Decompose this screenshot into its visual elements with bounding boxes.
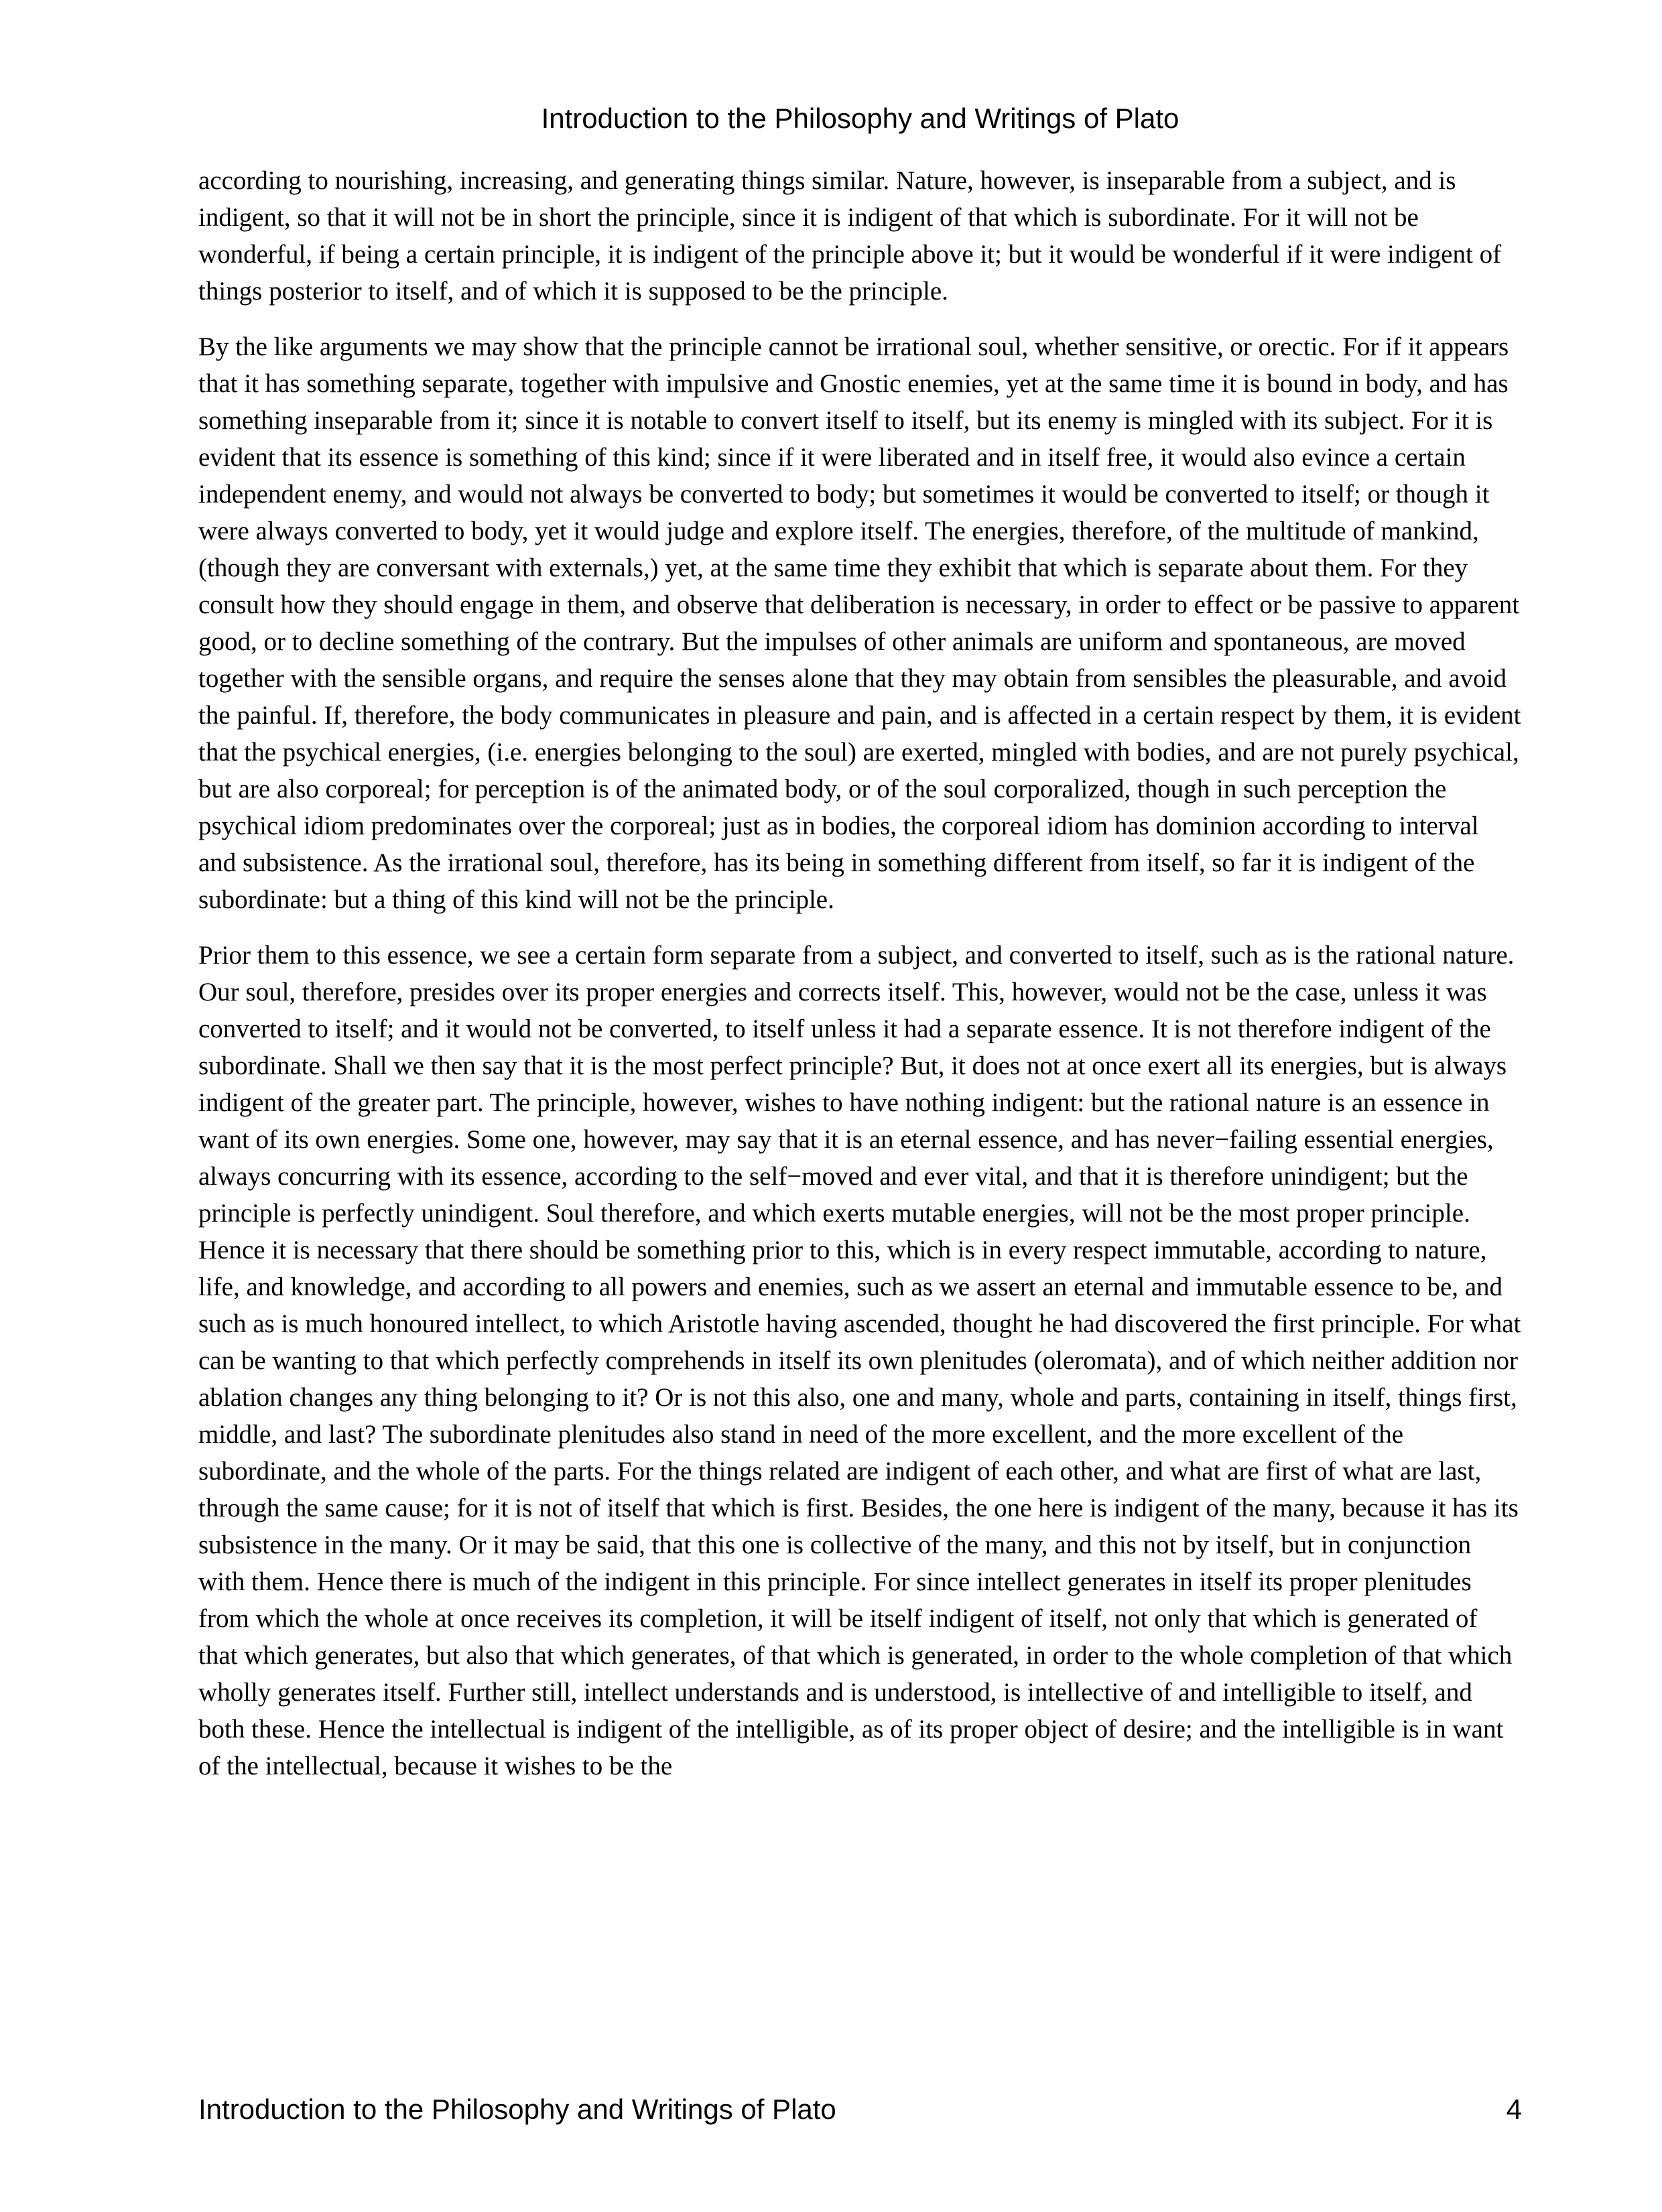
footer-title: Introduction to the Philosophy and Writings of Plato [198, 2093, 836, 2125]
body-paragraph: according to nourishing, increasing, and generating things similar. Nature, however, is inseparable from a subject, and is indigent, so that it will not be in short the principle, since it is indigent of that which is subordinate. For it will not be wonderful, if being a certain principle, it is indigent of the principle above it; but it would be wonderful if it were indigent of things posterior to itself, and of which it is supposed to be the principle. [198, 166, 1502, 306]
page-header [198, 102, 1522, 135]
header-title: Introduction to the Philosophy and Writings of Plato [541, 103, 1179, 134]
page-footer [198, 2093, 1522, 2126]
body-paragraph: Prior them to this essence, we see a certain form separate from a subject, and converted to itself, such as is the rational nature. Our soul, therefore, presides over its proper energies and corrects itself. This, however, would not be the case, unless it was converted to itself; and it would not be converted, to itself unless it had a separate essence. It is not therefore indigent of the subordinate. Shall we then say that it is the most perfect principle? But, it does not at once exert all its energies, but is always indigent of the greater part. The principle, however, wishes to have nothing indigent: but the rational nature is an essence in want of its own energies. Some one, however, may say that it is an eternal essence, and has never−failing essential energies, always concurring with its essence, according to the self−moved and ever vital, and that it is therefore unindigent; but the principle is perfectly unindigent. Soul therefore, and which exerts mutable energies, will not be the most proper principle. Hence it is necessary that there should be something prior to this, which is in every respect immutable, according to nature, life, and knowledge, and according to all powers and enemies, such as we assert an eternal and immutable essence to be, and such as is much honoured intellect, to which Aristotle having ascended, thought he had discovered the first principle. For what can be wanting to that which perfectly comprehends in itself its own plenitudes (oleromata), and of which neither addition nor ablation changes any thing belonging to it? Or is not this also, one and many, whole and parts, containing in itself, things first, middle, and last? The subordinate plenitudes also stand in need of the more excellent, and the more excellent of the subordinate, and the whole of the parts. For the things related are indigent of each other, and what are first of what are last, through the same cause; for it is not of itself that which is first. Besides, the one here is indigent of the many, because it has its subsistence in the many. Or it may be said, that this one is collective of the many, and this not by itself, but in conjunction with them. Hence there is much of the indigent in this principle. For since intellect generates in itself its proper plenitudes from which the whole at once receives its completion, it will be itself indigent of itself, not only that which is generated of that which generates, but also that which generates, of that which is generated, in order to the whole completion of that which wholly generates itself. Further still, intellect understands and is understood, is intellective of and intelligible to itself, and both these. Hence the intellectual is indigent of the intelligible, as of its proper object of desire; and the intelligible is in want of the intellectual, because it wishes to be the [198, 941, 1521, 1780]
page-number: 4 [1506, 2093, 1522, 2125]
body-paragraph: By the like arguments we may show that the principle cannot be irrational soul, whether sensitive, or orectic. For if it appears that it has something separate, together with impulsive and Gnostic enemies, yet at the same time it is bound in body, and has something inseparable from it; since it is notable to convert itself to itself, but its enemy is mingled with its subject. For it is evident that its essence is something of this kind; since if it were liberated and in itself free, it would also evince a certain independent enemy, and would not always be converted to body; but sometimes it would be converted to itself; or though it were always converted to body, yet it would judge and explore itself. The energies, therefore, of the multitude of mankind, (though they are conversant with externals,) yet, at the same time they exhibit that which is separate about them. For they consult how they should engage in them, and observe that deliberation is necessary, in order to effect or be passive to apparent good, or to decline something of the contrary. But the impulses of other animals are uniform and spontaneous, are moved together with the sensible organs, and require the senses alone that they may obtain from sensibles the pleasurable, and avoid the painful. If, therefore, the body communicates in pleasure and pain, and is affected in a certain respect by them, it is evident that the psychical energies, (i.e. energies belonging to the soul) are exerted, mingled with bodies, and are not purely psychical, but are also corporeal; for perception is of the animated body, or of the soul corporalized, though in such perception the psychical idiom predominates over the corporeal; just as in bodies, the corporeal idiom has dominion according to interval and subsistence. As the irrational soul, therefore, has its being in something different from itself, so far it is indigent of the subordinate: but a thing of this kind will not be the principle. [198, 332, 1521, 914]
page-content [198, 162, 1522, 1803]
